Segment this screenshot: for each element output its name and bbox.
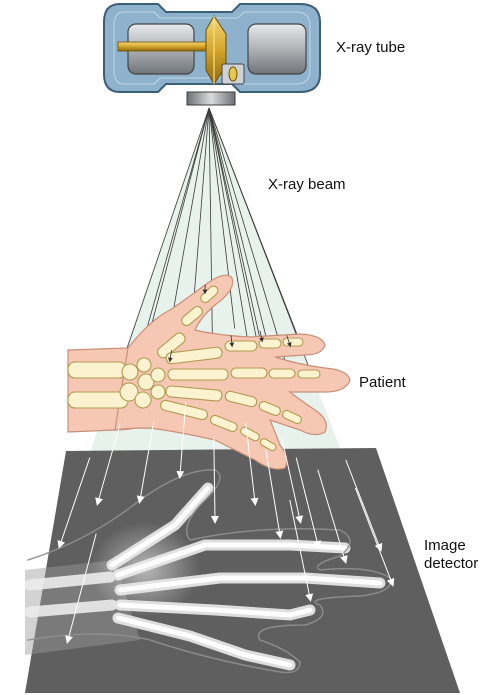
label-xray-tube: X-ray tube (336, 39, 406, 56)
label-xray-beam: X-ray beam (268, 176, 346, 193)
label-image-detector (424, 537, 478, 573)
xray-tube (104, 4, 320, 105)
exit-window (187, 92, 235, 105)
image-detector (25, 448, 460, 693)
anode-cylinder (248, 24, 306, 74)
label-patient: Patient (359, 374, 406, 391)
label-detector-line1: Image (424, 537, 466, 554)
anode-shaft (118, 42, 214, 51)
label-detector-line2: detector (424, 555, 479, 572)
